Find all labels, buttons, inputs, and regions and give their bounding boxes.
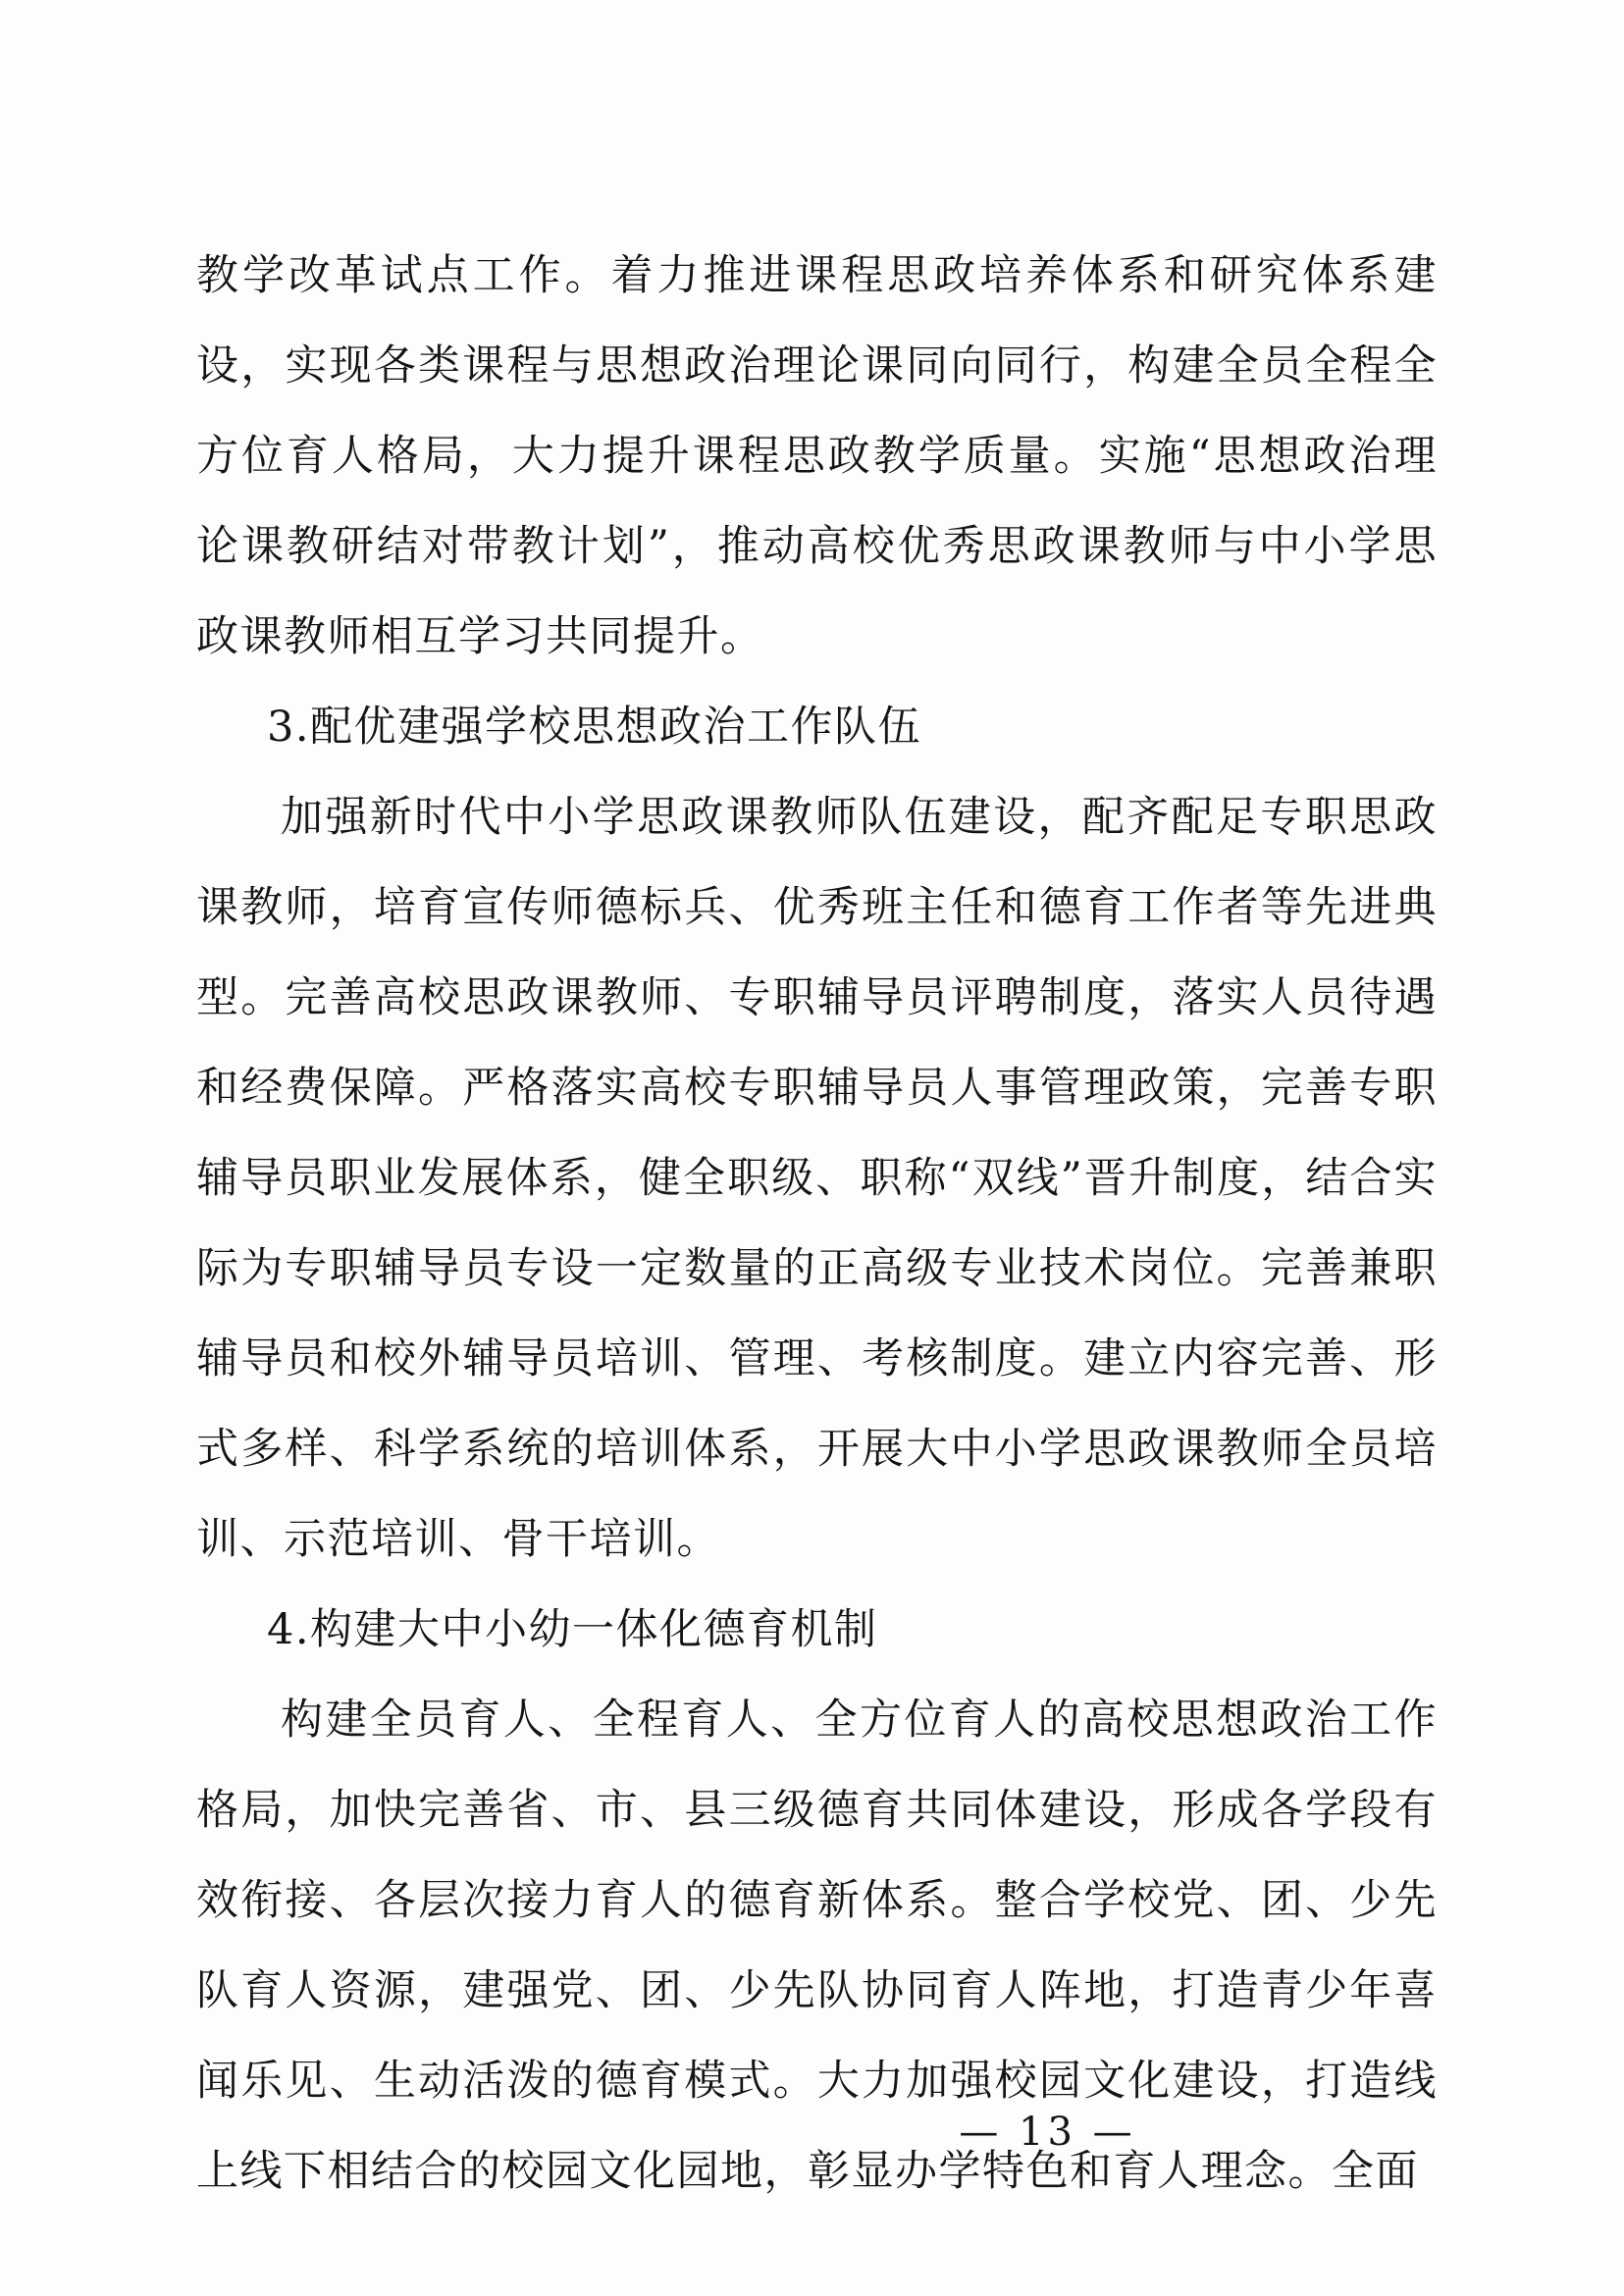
paragraph-section-4: 构建全员育人、全程育人、全方位育人的高校思想政治工作格局，加快完善省、市、县三级德育共同体建设，形成各学段有效衔接、各层次接力育人的德育新体系。整合学校党、团、少先队育人资源，建强党、团、少先队协同育人阵地，打造青少年喜闻乐见、生动活泼的德育模式。大力加强校园文化建设，打造线上线下相结合的校园文化园地，彰显办学特色和育人理念。全面: [196, 1696, 1438, 2196]
paragraph-continued: 教学改革试点工作。着力推进课程思政培养体系和研究体系建设，实现各类课程与思想政治理论课同向同行，构建全员全程全方位育人格局，大力提升课程思政教学质量。实施“思想政治理论课教研结对带教计划”，推动高校优秀思政课教师与中小学思政课教师相互学习共同提升。: [196, 251, 1438, 661]
page-number: — 13 —: [959, 2110, 1136, 2155]
paragraph-section-3: 加强新时代中小学思政课教师队伍建设，配齐配足专职思政课教师，培育宣传师德标兵、优秀班主任和德育工作者等先进典型。完善高校思政课教师、专职辅导员评聘制度，落实人员待遇和经费保障。严格落实高校专职辅导员人事管理政策，完善专职辅导员职业发展体系，健全职级、职称“双线”晋升制度，结合实际为专职辅导员专设一定数量的正高级专业技术岗位。完善兼职辅导员和校外辅导员培训、管理、考核制度。建立内容完善、形式多样、科学系统的培训体系，开展大中小学思政课教师全员培训、示范培训、骨干培训。: [196, 793, 1438, 1564]
section-heading-3: 3.配优建强学校思想政治工作队伍: [267, 703, 922, 752]
page-footer: [0, 2110, 1624, 2155]
section-heading-4: 4.构建大中小幼一体化德育机制: [267, 1605, 878, 1654]
page-body: [196, 231, 1438, 2217]
